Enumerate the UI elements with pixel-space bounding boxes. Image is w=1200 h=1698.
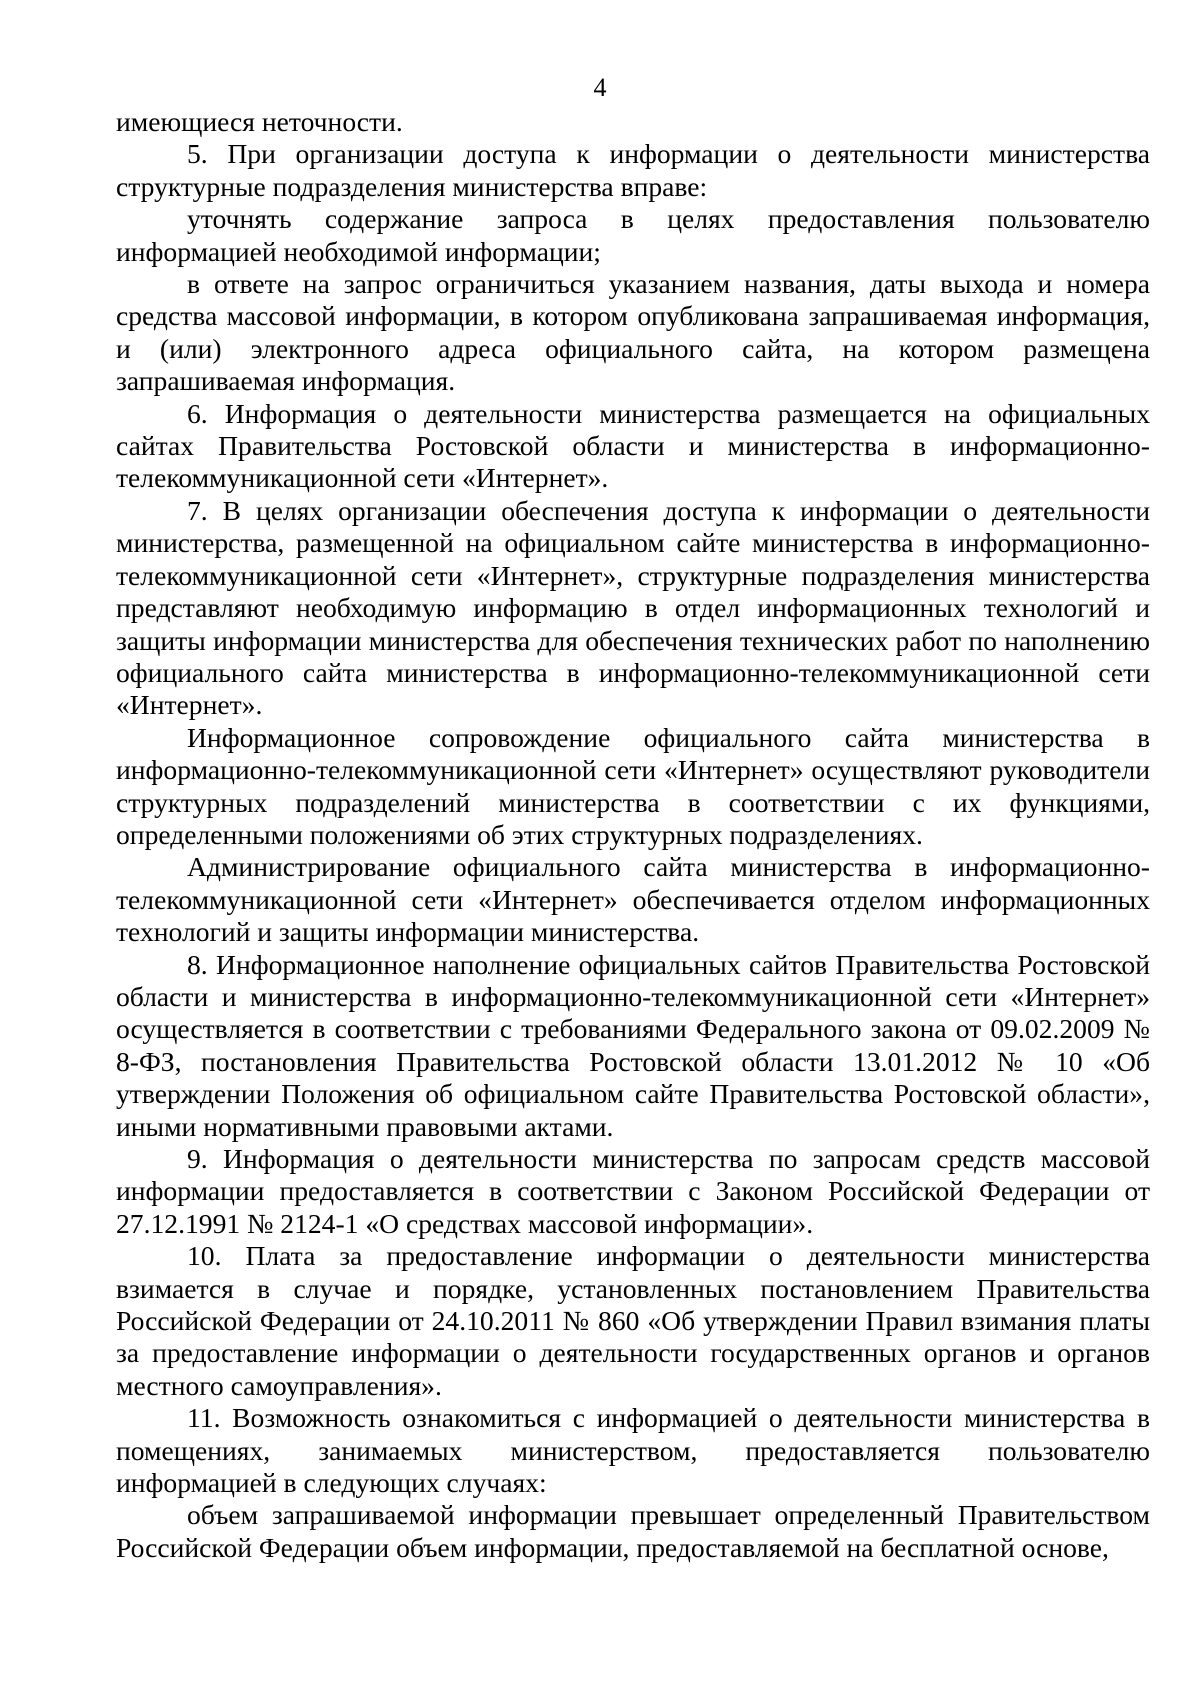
paragraph-4: в ответе на запрос ограничиться указанием названия, даты выхода и номера средства массовой информации, в котором опубликована запрашиваемая информация, и (или) электронного адреса официального сайта, на котором размещена запрашиваемая информация.	[116, 268, 1150, 397]
paragraph-1: имеющиеся неточности.	[116, 106, 403, 137]
paragraph-2: 5. При организации доступа к информации о деятельности министерства структурные подразделения министерства вправе:	[116, 138, 1150, 202]
paragraph-9: 8. Информационное наполнение официальных сайтов Правительства Ростовской области и министерства в информационно-телекоммуникационной сети «Интернет» осуществляется в соответствии с требованиями Федерального закона от 09.02.2009 № 8-ФЗ, постановления Правительства Ростовской области 13.01.2012 № 10 «Об утверждении Положения об официальном сайте Правительства Ростовской области», иными нормативными правовыми актами.	[116, 948, 1150, 1142]
paragraph-7: Информационное сопровождение официального сайта министерства в информационно-телекоммуникационной сети «Интернет» осуществляют руководители структурных подразделений министерства в соответствии с их функциями, определенными положениями об этих структурных подразделениях.	[116, 721, 1150, 850]
paragraph-12: 11. Возможность ознакомиться с информацией о деятельности министерства в помещениях, занимаемых министерством, предоставляется пользователю информацией в следующих случаях:	[116, 1402, 1150, 1499]
paragraph-13: объем запрашиваемой информации превышает определенный Правительством Российской Федерации объем информации, предоставляемой на бесплатной основе,	[116, 1499, 1150, 1563]
paragraph-5: 6. Информация о деятельности министерства размещается на официальных сайтах Правительства Ростовской области и министерства в информационно-телекоммуникационной сети «Интернет».	[116, 397, 1150, 494]
page-number: 4	[593, 73, 607, 102]
paragraph-10: 9. Информация о деятельности министерства по запросам средств массовой информации предоставляется в соответствии с Законом Российской Федерации от 27.12.1991 № 2124-1 «О средствах массовой информации».	[116, 1143, 1150, 1239]
paragraph-11: 10. Плата за предоставление информации о деятельности министерства взимается в случае и порядке, установленных постановлением Правительства Российской Федерации от 24.10.2011 № 860 «Об утверждении Правил взимания платы за предоставление информации о деятельности государственных органов и органов местного самоуправления».	[116, 1240, 1150, 1401]
paragraph-3: уточнять содержание запроса в целях предоставления пользователю информацией необходимой информации;	[116, 203, 1150, 267]
document-body	[116, 106, 1150, 1564]
paragraph-6: 7. В целях организации обеспечения доступа к информации о деятельности министерства, размещенной на официальном сайте министерства в информационно-телекоммуникационной сети «Интернет», структурные подразделения министерства представляют необходимую информацию в отдел информационных технологий и защиты информации министерства для обеспечения технических работ по наполнению официального сайта министерства в информационно-телекоммуникационной сети «Интернет».	[116, 494, 1150, 721]
paragraph-8: Администрирование официального сайта министерства в информационно-телекоммуникационной сети «Интернет» обеспечивается отделом информационных технологий и защиты информации министерства.	[116, 851, 1150, 948]
